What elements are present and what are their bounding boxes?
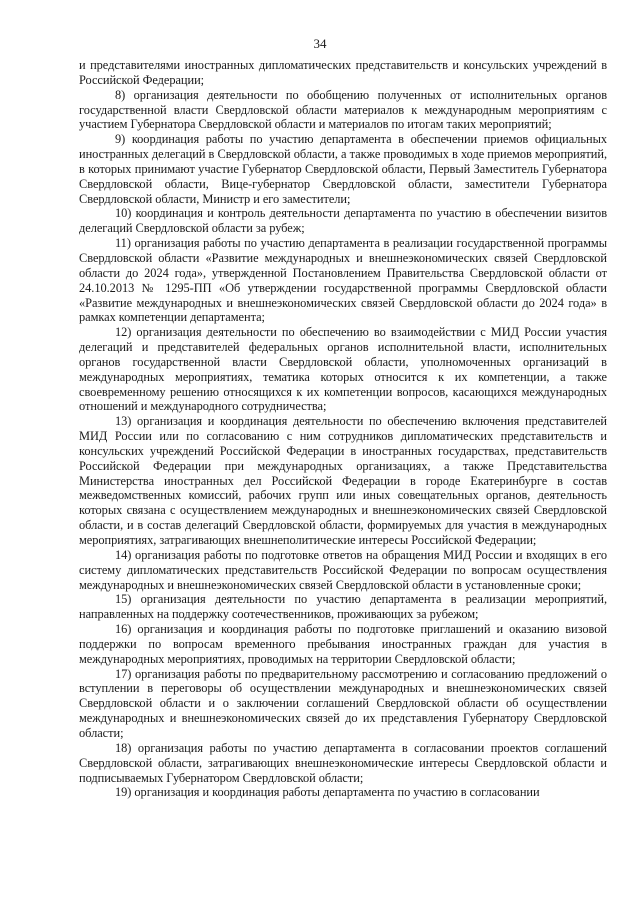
paragraph-item-16: 16) организация и координация работы по подготовке приглашений и оказанию визовой поддержки по вопросам временного пребывания иностранных граждан для участия в международных мероприятиях, проводимых на территории Свердловской области; (79, 622, 607, 666)
paragraph-item-14: 14) организация работы по подготовке ответов на обращения МИД России и входящих в его систему дипломатических представительств Российской Федерации по вопросам осуществления международных и внешнеэкономических связей Свердловской области в установленные сроки; (79, 547, 607, 592)
paragraph-item-15: 15) организация деятельности по участию департамента в реализации мероприятий, направленных на поддержку соотечественников, проживающих за рубежом; (79, 592, 607, 622)
paragraph-item-8: 8) организация деятельности по обобщению полученных от исполнительных органов государственной власти Свердловской области материалов к международным мероприятиям с участием Губернатора Свердловской области и материалов по итогам таких мероприятий; (79, 87, 607, 132)
paragraph-item-9: 9) координация работы по участию департамента в обеспечении приемов официальных иностранных делегаций в Свердловской области, а также проводимых в ходе приемов мероприятий, в которых принимают участие Губернатор Свердловской области, Первый Заместитель Губернатора Свердловской области, Вице-губернатор Свердловской области, заместители Губернатора Свердловской области, Министр и его заместители; (79, 132, 607, 206)
paragraph-item-10: 10) координация и контроль деятельности департамента по участию в обеспечении визитов делегаций Свердловской области за рубеж; (79, 206, 607, 236)
paragraph-item-12: 12) организация деятельности по обеспечению во взаимодействии с МИД России участия делегаций и представителей федеральных органов исполнительной власти, исполнительных органов государственной власти Свердловской области, уполномоченных организаций в международных мероприятиях, тематика которых относится к их компетенции, а также своевременному решению относящихся к их компетенции вопросов, касающихся международных отношений и международного сотрудничества; (79, 325, 607, 414)
paragraph-continued: и представителями иностранных дипломатических представительств и консульских учреждений в Российской Федерации; (79, 58, 607, 87)
paragraph-item-19: 19) организация и координация работы департамента по участию в согласовании (115, 785, 540, 800)
paragraph-item-13: 13) организация и координация деятельности по обеспечению включения представителей МИД России или по согласованию с ним сотрудников дипломатических представительств и консульских учреждений Российской Федерации в иностранных государствах, представительств Российской Федерации при международных организациях, а также Представительства Министерства иностранных дел Российской Федерации в городе Екатеринбурге в состав межведомственных комиссий, рабочих групп или иных совещательных органов, деятельность которых связана с осуществлением международных и внешнеэкономических связей Свердловской области, и в состав делегаций Свердловской области, формируемых для участия в международных мероприятиях, затрагивающих внешнеполитические интересы Российской Федерации; (79, 414, 607, 547)
document-body (79, 58, 607, 800)
paragraph-item-11: 11) организация работы по участию департамента в реализации государственной программы Свердловской области «Развитие международных и внешнеэкономических связей Свердловской области до 2024 года», утвержденной Постановлением Правительства Свердловской области от 24.10.2013 № 1295-ПП «Об утверждении государственной программы Свердловской области «Развитие международных и внешнеэкономических связей Свердловской области до 2024 года» в рамках компетенции департамента; (79, 236, 607, 325)
paragraph-item-17: 17) организация работы по предварительному рассмотрению и согласованию предложений о вступлении в переговоры об осуществлении международных и внешнеэкономических связей Свердловской области и о заключении соглашений Свердловской области об осуществлении международных и внешнеэкономических связей до их представления Губернатору Свердловской области; (79, 666, 607, 740)
paragraph-item-18: 18) организация работы по участию департамента в согласовании проектов соглашений Свердловской области, затрагивающих внешнеэкономические интересы Свердловской области и подписываемых Губернатором Свердловской области; (79, 740, 607, 785)
page-number: 34 (313, 36, 327, 51)
